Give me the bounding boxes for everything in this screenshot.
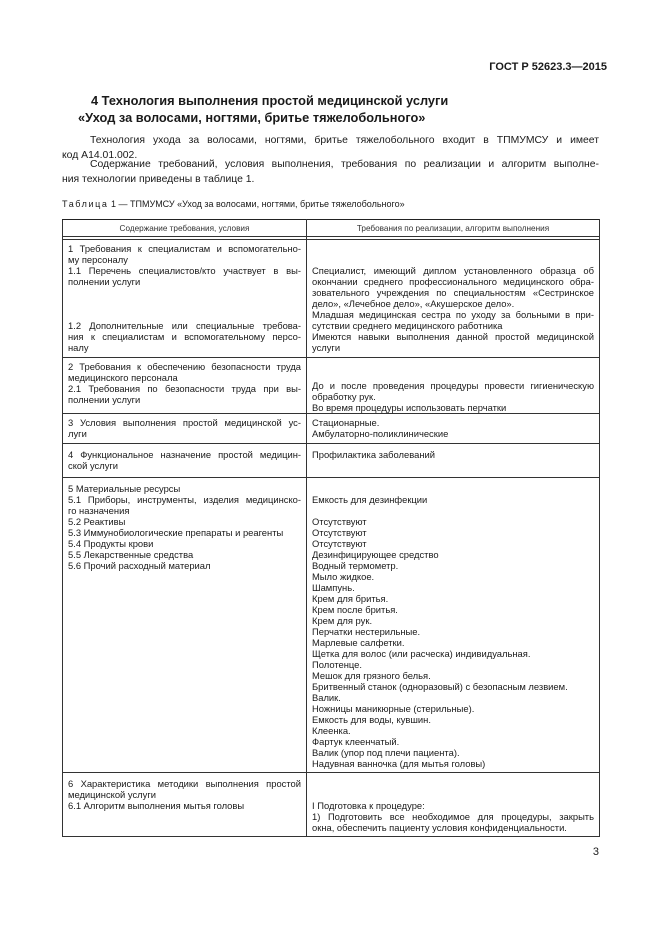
cell-line: Дезинфицирующее средство	[312, 549, 439, 560]
cell-line: 1.2 Дополнительные или специальные требова-	[68, 320, 301, 331]
cell-line: 5 Материальные ресурсы	[68, 483, 181, 494]
cell-line: 3 Условия выполнения простой медицинской ус-	[68, 417, 301, 428]
document-code: ГОСТ Р 52623.3—2015	[489, 61, 607, 73]
cell-line: Щетка для волос (или расческа) индивидуальная.	[312, 648, 531, 659]
cell-line: полнении услуги	[68, 394, 141, 405]
table-cell	[307, 414, 600, 444]
cell-line: Мешок для грязного белья.	[312, 670, 431, 681]
table-cell	[63, 414, 307, 444]
cell-line: услуги	[312, 342, 341, 353]
cell-line: медицинской услуги	[68, 789, 156, 800]
cell-line: Крем для бритья.	[312, 593, 389, 604]
cell-line: До и после проведения процедуры провести гигиеническую	[312, 380, 594, 391]
table-cell	[63, 358, 307, 414]
cell-line: Надувная ванночка (для мытья головы)	[312, 758, 486, 769]
cell-line: 5.1 Приборы, инструменты, изделия медицинско-	[68, 494, 301, 505]
text-line: ния технологии приведены в таблице 1.	[62, 174, 255, 185]
requirements-table	[62, 219, 600, 837]
cell-line: луги	[68, 428, 87, 439]
cell-line: Клеенка.	[312, 725, 351, 736]
cell-line: Отсутствуют	[312, 516, 367, 527]
cell-line: 6 Характеристика методики выполнения простой	[68, 778, 301, 789]
table-row	[63, 240, 600, 358]
cell-line: 2.1 Требования по безопасности труда при вы-	[68, 383, 301, 394]
cell-line: 5.2 Реактивы	[68, 516, 126, 527]
cell-line: Емкость для воды, кувшин.	[312, 714, 431, 725]
cell-line: 5.6 Прочий расходный материал	[68, 560, 211, 571]
section-title	[78, 92, 561, 126]
cell-line: Емкость для дезинфекции	[312, 494, 428, 505]
cell-line: окончании среднего профессионального медицинского обра-	[312, 276, 594, 287]
section-title-line: 4 Технология выполнения простой медицинской услуги	[91, 93, 449, 108]
table-caption	[62, 199, 405, 209]
table-row	[63, 444, 600, 478]
table-row	[63, 478, 600, 773]
table-cell	[63, 444, 307, 478]
cell-line: Шампунь.	[312, 582, 355, 593]
cell-line: Перчатки нестерильные.	[312, 626, 421, 637]
cell-line: Фартук клеенчатый.	[312, 736, 400, 747]
column-header-implementation: Требования по реализации, алгоритм выполнения	[307, 220, 600, 237]
page-number: 3	[592, 846, 599, 858]
cell-line: ния к специалистам и вспомогательному персо-	[68, 331, 301, 342]
column-header-conditions: Содержание требования, условия	[63, 220, 307, 237]
table-cell	[307, 358, 600, 414]
cell-line: Имеются навыки выполнения данной простой медицинской	[312, 331, 594, 342]
cell-line: Мыло жидкое.	[312, 571, 375, 582]
cell-line: Профилактика заболеваний	[312, 449, 435, 460]
cell-line: ской услуги	[68, 460, 119, 471]
cell-line: дело», «Лечебное дело», «Акушерское дело».	[312, 298, 515, 309]
cell-line: Специалист, имеющий диплом установленного образца об	[312, 265, 594, 276]
cell-line: зовательного учреждения по специальностям «Сестринское	[312, 287, 594, 298]
cell-line: окна, обеспечить пациенту условия конфиденциальности.	[312, 822, 567, 833]
text-line: Технология ухода за волосами, ногтями, бритье тяжелобольного входит в ТПМУМСУ и имеет	[90, 135, 599, 146]
cell-line: сутствии среднего медицинского работника	[312, 320, 503, 331]
cell-line: Марлевые салфетки.	[312, 637, 405, 648]
text-line: код А14.01.002.	[62, 150, 138, 161]
cell-line: Младшая медицинская сестра по уходу за больными в при-	[312, 309, 594, 320]
cell-line: полнении услуги	[68, 276, 141, 287]
cell-line: Валик.	[312, 692, 341, 703]
table-cell	[63, 773, 307, 837]
cell-line: I Подготовка к процедуре:	[312, 800, 425, 811]
table-cell	[63, 478, 307, 773]
cell-line: 1.1 Перечень специалистов/кто участвует в вы-	[68, 265, 301, 276]
table-caption-text: 1 — ТПМУМСУ «Уход за волосами, ногтями, бритье тяжелобольного»	[108, 199, 405, 209]
cell-line: Отсутствуют	[312, 527, 367, 538]
cell-line: 6.1 Алгоритм выполнения мытья головы	[68, 800, 245, 811]
cell-line: 5.5 Лекарственные средства	[68, 549, 194, 560]
table-cell	[307, 240, 600, 358]
cell-line: медицинского персонала	[68, 372, 178, 383]
cell-line: Крем для рук.	[312, 615, 373, 626]
cell-line: Крем после бритья.	[312, 604, 398, 615]
cell-line: Во время процедуры использовать перчатки	[312, 402, 507, 413]
cell-line: Отсутствуют	[312, 538, 367, 549]
cell-line: налу	[68, 342, 89, 353]
text-line: Содержание требований, условия выполнения, требования по реализации и алгоритм выполне-	[90, 159, 599, 170]
table-cell	[307, 773, 600, 837]
table-row	[63, 773, 600, 837]
table-cell	[63, 240, 307, 358]
intro-paragraph-2	[62, 157, 599, 187]
cell-line: Амбулаторно-поликлинические	[312, 428, 449, 439]
cell-line: Водный термометр.	[312, 560, 399, 571]
table-caption-prefix: Таблица	[62, 199, 109, 209]
cell-line: 5.3 Иммунобиологические препараты и реагенты	[68, 527, 284, 538]
cell-line: обработку рук.	[312, 391, 376, 402]
table-row	[63, 414, 600, 444]
cell-line: Бритвенный станок (одноразовый) с безопасным лезвием.	[312, 681, 568, 692]
cell-line: 1) Подготовить все необходимое для процедуры, закрыть	[312, 811, 594, 822]
cell-line: 4 Функциональное назначение простой медицин-	[68, 449, 301, 460]
cell-line: 1 Требования к специалистам и вспомогательно-	[68, 243, 301, 254]
table-cell	[307, 444, 600, 478]
cell-line: Полотенце.	[312, 659, 362, 670]
cell-line: Валик (упор под плечи пациента).	[312, 747, 460, 758]
cell-line: 2 Требования к обеспечению безопасности труда	[68, 361, 301, 372]
table-row	[63, 358, 600, 414]
cell-line: му персоналу	[68, 254, 128, 265]
cell-line: Стационарные.	[312, 417, 380, 428]
section-title-line: «Уход за волосами, ногтями, бритье тяжелобольного»	[78, 110, 426, 125]
cell-line: Ножницы маникюрные (стерильные).	[312, 703, 475, 714]
cell-line: го назначения	[68, 505, 130, 516]
cell-line: 5.4 Продукты крови	[68, 538, 154, 549]
table-cell	[307, 478, 600, 773]
